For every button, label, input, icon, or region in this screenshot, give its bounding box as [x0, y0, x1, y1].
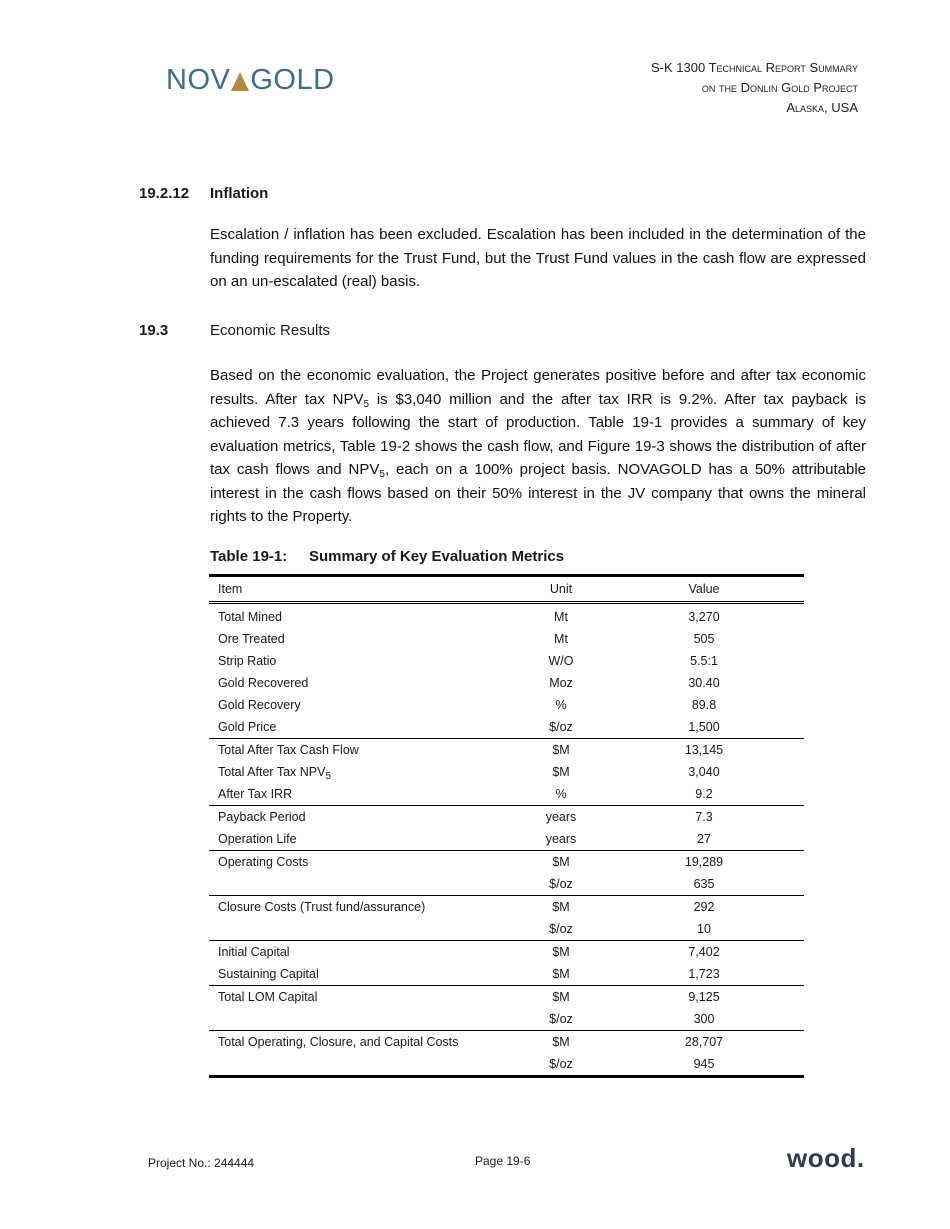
section-title-inflation: Inflation	[210, 185, 269, 202]
para-text-b: is $3,040 million and the after tax IRR is 9.2%. After tax payback is achieved 7.3 years following the start of production. Table 19-1 provides a summary of key evaluation metrics, Table 19-2 shows the cash flow, and Figure 19-3 shows the distribution of after tax cash flows and NPV	[210, 390, 866, 478]
cell-item	[209, 986, 518, 1009]
cell-item	[209, 761, 518, 783]
cell-item	[209, 716, 518, 739]
cell-item	[209, 963, 518, 986]
cell-item-text: Payback Period	[218, 810, 306, 824]
cell-value: 10	[697, 922, 711, 936]
cell-item	[209, 918, 518, 941]
table-row	[209, 806, 804, 829]
cell-item-text: Operating Costs	[218, 855, 309, 869]
table-row	[209, 628, 804, 650]
cell-item-text: Total After Tax NPV	[218, 765, 326, 779]
table-caption-number: Table 19-1:	[210, 548, 288, 565]
cell-value: 5.5:1	[690, 654, 718, 668]
cell-item-subscript: 5	[325, 771, 332, 782]
cell-unit: $M	[552, 967, 570, 981]
cell-item	[209, 694, 518, 716]
cell-item	[209, 1031, 518, 1054]
cell-item	[209, 1008, 518, 1031]
cell-unit: $M	[552, 765, 570, 779]
cell-item	[209, 806, 518, 829]
cell-item-text: Closure Costs (Trust fund/assurance)	[218, 900, 426, 914]
table-row	[209, 873, 804, 896]
logo-triangle-icon	[231, 72, 249, 91]
project-number: Project No.: 244444	[148, 1156, 255, 1170]
table-row	[209, 1008, 804, 1031]
table-row	[209, 672, 804, 694]
cell-item-text: Operation Life	[218, 832, 297, 846]
novagold-logo	[166, 64, 335, 97]
section-number-economic-results: 19.3	[139, 322, 169, 339]
cell-value: 1,723	[688, 967, 720, 981]
report-header	[651, 58, 858, 118]
table-row	[209, 941, 804, 964]
cell-item-text: Gold Recovery	[218, 698, 301, 712]
table-row	[209, 1053, 804, 1077]
cell-item	[209, 672, 518, 694]
cell-item-text: Initial Capital	[218, 945, 290, 959]
table-caption	[210, 548, 564, 565]
cell-unit: Moz	[549, 676, 573, 690]
cell-unit: W/O	[548, 654, 574, 668]
cell-unit: %	[555, 698, 567, 712]
cell-unit: $M	[518, 739, 604, 762]
cell-unit: Mt	[554, 610, 568, 624]
cell-value: 89.8	[691, 698, 717, 712]
cell-value: 19,289	[604, 851, 804, 874]
wood-logo: wood.	[787, 1143, 865, 1173]
para-text-a: Based on the economic evaluation, the Project generates positive before and after tax economic results. After tax NPV	[210, 367, 866, 408]
cell-unit: $/oz	[518, 1053, 604, 1077]
npv-subscript: 5	[379, 469, 385, 480]
table-caption-title: Summary of Key Evaluation Metrics	[309, 548, 565, 565]
para-text-c: , each on a 100% project basis. NOVAGOLD has a 50% attributable interest in the cash flows based on their 50% interest in the JV company that owns the mineral rights to the Property.	[210, 461, 866, 525]
cell-unit: $M	[518, 941, 604, 964]
cell-value: 9.2	[695, 787, 713, 801]
cell-item	[209, 628, 518, 650]
header-line-3: Alaska, USA	[786, 100, 858, 115]
cell-value: 27	[697, 832, 711, 846]
column-header-item: Item	[218, 582, 243, 596]
cell-value: 300	[693, 1012, 715, 1026]
cell-item	[209, 1053, 518, 1077]
cell-item-text: Total LOM Capital	[218, 990, 318, 1004]
cell-item	[209, 941, 518, 964]
table-row	[209, 918, 804, 941]
cell-item-text: Ore Treated	[218, 632, 285, 646]
cell-unit: Mt	[554, 632, 568, 646]
cell-unit: $M	[518, 896, 604, 919]
table-row	[209, 828, 804, 851]
cell-value: 1,500	[688, 720, 720, 734]
cell-value: 505	[693, 632, 715, 646]
table-row	[209, 603, 804, 629]
cell-item	[209, 650, 518, 672]
cell-item-text: Gold Recovered	[218, 676, 309, 690]
cell-item-text: After Tax IRR	[218, 787, 293, 801]
cell-unit: years	[545, 832, 577, 846]
table-body	[209, 603, 804, 1077]
cell-unit: $M	[518, 851, 604, 874]
economic-results-paragraph	[210, 364, 866, 529]
table-row	[209, 694, 804, 716]
table-row	[209, 783, 804, 806]
cell-value: 7,402	[604, 941, 804, 964]
table-row	[209, 896, 804, 919]
cell-value: 7.3	[604, 806, 804, 829]
section-title-economic-results: Economic Results	[210, 322, 331, 339]
cell-unit: %	[555, 787, 567, 801]
table-row	[209, 761, 804, 783]
cell-item-text: Total Mined	[218, 610, 282, 624]
table-header-row	[209, 576, 804, 603]
table-row	[209, 963, 804, 986]
logo-text-left: NOV	[166, 64, 231, 96]
cell-value: 13,145	[604, 739, 804, 762]
cell-item-text: Total After Tax Cash Flow	[218, 743, 359, 757]
cell-unit: $/oz	[549, 877, 573, 891]
cell-item	[209, 739, 518, 762]
table-row	[209, 1031, 804, 1054]
cell-value: 292	[604, 896, 804, 919]
cell-item	[209, 783, 518, 806]
cell-item-text: Strip Ratio	[218, 654, 277, 668]
table-row	[209, 650, 804, 672]
column-header-value: Value	[688, 582, 720, 596]
cell-unit: $/oz	[549, 922, 573, 936]
table-row	[209, 986, 804, 1009]
cell-value: 635	[693, 877, 715, 891]
table-row	[209, 739, 804, 762]
cell-item-text: Sustaining Capital	[218, 967, 319, 981]
cell-item-text: Total Operating, Closure, and Capital Costs	[218, 1035, 459, 1049]
cell-item	[209, 873, 518, 896]
header-line-1: S-K 1300 Technical Report Summary	[651, 60, 858, 75]
column-header-unit: Unit	[549, 582, 573, 596]
cell-unit: years	[518, 806, 604, 829]
table-row	[209, 851, 804, 874]
npv-subscript: 5	[363, 398, 370, 410]
cell-item	[209, 896, 518, 919]
cell-item	[209, 851, 518, 874]
cell-value: 30.40	[688, 676, 720, 690]
cell-item	[209, 828, 518, 851]
cell-item	[209, 603, 518, 629]
cell-item-text: Gold Price	[218, 720, 277, 734]
cell-value: 945	[604, 1053, 804, 1077]
cell-value: 9,125	[604, 986, 804, 1009]
cell-unit: $M	[518, 986, 604, 1009]
page-number: Page 19-6	[475, 1154, 531, 1168]
cell-value: 3,270	[688, 610, 720, 624]
logo-text-right: GOLD	[250, 64, 335, 96]
table-row	[209, 716, 804, 739]
key-evaluation-metrics-table	[209, 574, 804, 1078]
section-number-inflation: 19.2.12	[139, 185, 190, 202]
cell-unit: $/oz	[549, 720, 573, 734]
cell-unit: $M	[518, 1031, 604, 1054]
cell-unit: $/oz	[549, 1012, 573, 1026]
cell-value: 3,040	[688, 765, 720, 779]
header-line-2: on the Donlin Gold Project	[701, 80, 858, 95]
inflation-paragraph: Escalation / inflation has been excluded. Escalation has been included in the determination of the funding requirements for the Trust Fund, but the Trust Fund values in the cash flow are expressed on an un-escalated (real) basis.	[210, 226, 866, 290]
cell-value: 28,707	[604, 1031, 804, 1054]
